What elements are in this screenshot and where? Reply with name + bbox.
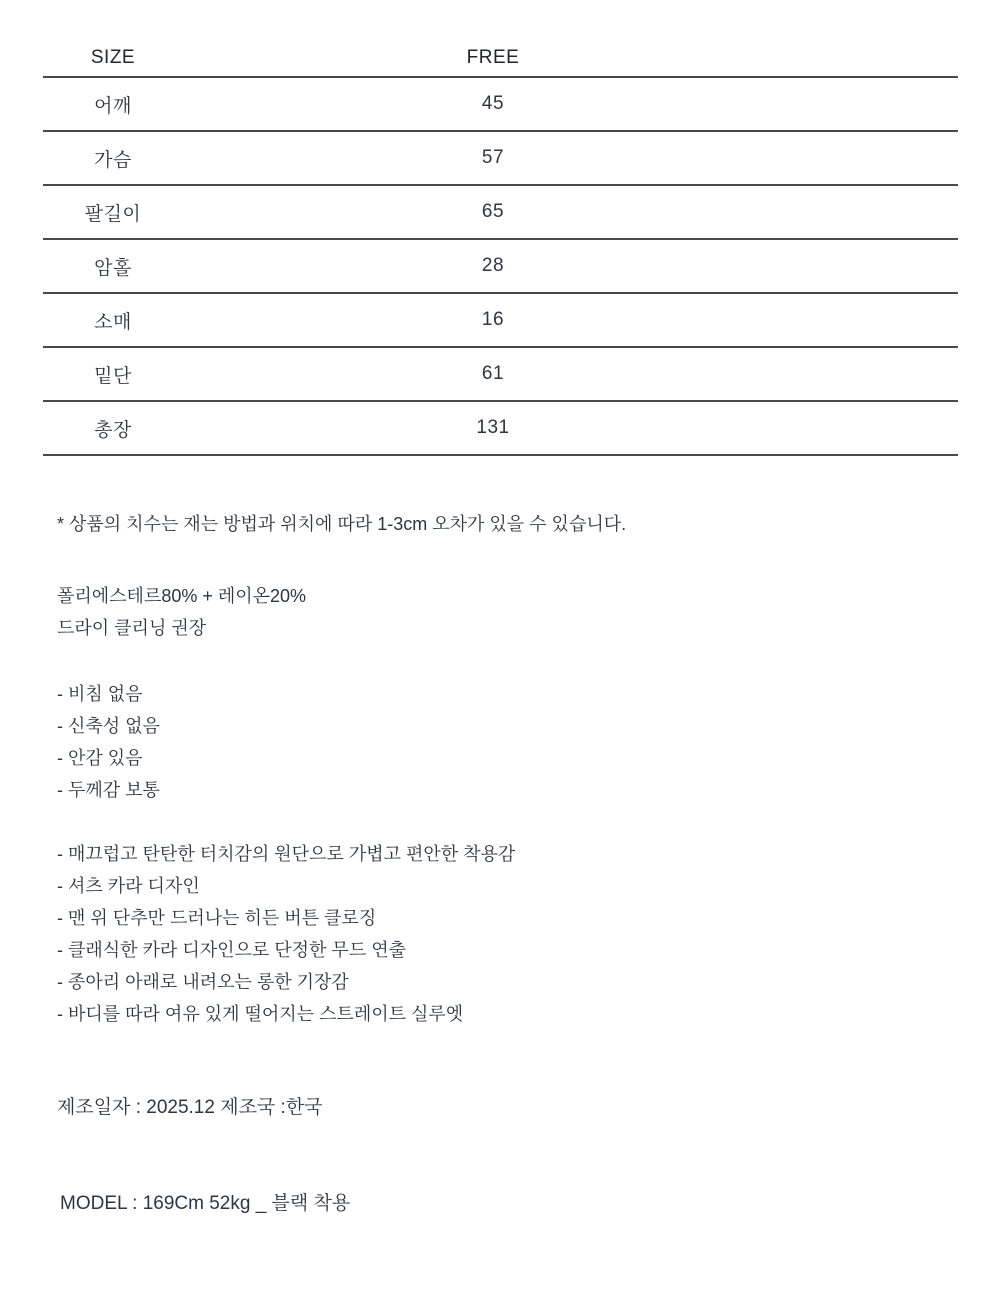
table-row [43, 294, 958, 348]
product-feature: - 클래식한 카라 디자인으로 단정한 무드 연출 [57, 940, 406, 960]
measurement-disclaimer: * 상품의 치수는 재는 방법과 위치에 따라 1-3cm 오차가 있을 수 있습니다. [57, 514, 627, 534]
size-value: 65 [481, 201, 505, 222]
table-row [43, 240, 958, 294]
fabric-info [57, 580, 1000, 644]
size-column-header: SIZE [90, 47, 136, 68]
size-value: 131 [476, 417, 510, 438]
size-value: 16 [481, 309, 505, 330]
free-column-header: FREE [466, 47, 520, 68]
product-feature: - 종아리 아래로 내려오는 롱한 기장감 [57, 972, 349, 992]
product-feature: - 셔츠 카라 디자인 [57, 876, 200, 896]
table-row [43, 348, 958, 402]
table-row [43, 132, 958, 186]
care-instruction: 드라이 클리닝 권장 [57, 618, 207, 638]
product-properties [57, 678, 1000, 806]
product-property: - 두께감 보통 [57, 780, 160, 800]
size-value: 45 [481, 93, 505, 114]
size-label: 어깨 [94, 95, 132, 117]
manufacture-info: 제조일자 : 2025.12 제조국 :한국 [57, 1097, 323, 1118]
size-table-header-row [43, 40, 958, 78]
table-row [43, 186, 958, 240]
product-feature: - 바디를 따라 여유 있게 떨어지는 스트레이트 실루엣 [57, 1004, 464, 1024]
size-label: 팔길이 [84, 203, 142, 225]
table-row [43, 402, 958, 456]
size-label: 소매 [94, 311, 132, 333]
size-table [43, 40, 958, 456]
product-property: - 신축성 없음 [57, 716, 160, 736]
size-label: 밑단 [94, 365, 132, 387]
product-property: - 안감 있음 [57, 748, 143, 768]
product-feature: - 매끄럽고 탄탄한 터치감의 원단으로 가볍고 편안한 착용감 [57, 844, 516, 864]
table-row [43, 78, 958, 132]
model-info: MODEL : 169Cm 52kg _ 블랙 착용 [60, 1193, 351, 1214]
fabric-composition: 폴리에스테르80% + 레이온20% [57, 586, 307, 606]
product-property: - 비침 없음 [57, 684, 143, 704]
product-feature: - 맨 위 단추만 드러나는 히든 버튼 클로징 [57, 908, 377, 928]
size-value: 28 [481, 255, 505, 276]
size-value: 57 [481, 147, 505, 168]
product-description [0, 508, 1000, 1220]
product-features [57, 838, 1000, 1030]
size-label: 가슴 [94, 149, 132, 171]
size-label: 총장 [94, 419, 132, 441]
size-value: 61 [481, 363, 505, 384]
size-label: 암홀 [94, 257, 132, 279]
